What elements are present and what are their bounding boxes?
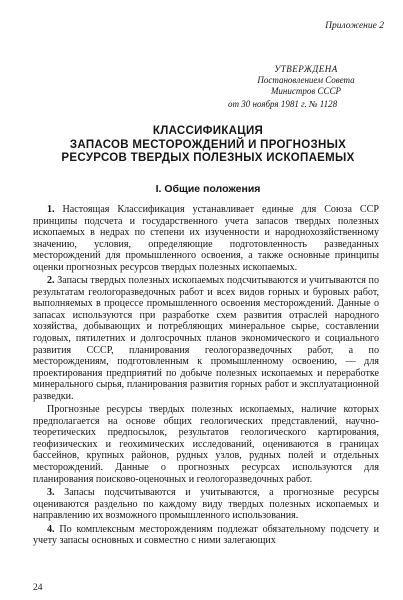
paragraph-2-continued xyxy=(33,404,379,485)
paragraph-text: Запасы подсчитываются и учитываются, а прогнозные ресурсы оцениваются раздельно по каждому виду твердых полезных ископаемых и направлению их возможного промышленного использования. xyxy=(33,487,379,522)
approved-label: УТВЕРЖДЕНА xyxy=(274,64,338,74)
approval-date: от 30 ноября 1981 г. № 1128 xyxy=(228,99,338,109)
paragraph-number: 4. xyxy=(47,523,55,535)
paragraph-number: 2. xyxy=(47,275,55,287)
page-number: 24 xyxy=(33,583,43,593)
paragraph-2 xyxy=(33,275,379,402)
paragraph-text: По комплексным месторождениям подлежат обязательному подсчету и учету запасы основных и совместно с ними залегающих xyxy=(33,523,379,547)
title-line-3: РЕСУРСОВ ТВЕРДЫХ ПОЛЕЗНЫХ ИСКОПАЕМЫХ xyxy=(61,152,355,164)
title-line-2: ЗАПАСОВ МЕСТОРОЖДЕНИЙ И ПРОГНОЗНЫХ xyxy=(69,138,347,151)
paragraph-1 xyxy=(33,204,379,273)
paragraph-text: Прогнозные ресурсы твердых полезных ископаемых, наличие которых предполагается на основе общих геологических представлений, научно-теоретических предпосылок, результатов геологического картирования, геофизических и геохимических исследований, оцениваются в границах бассейнов, крупных районов, рудных узлов, рудных полей и отдельных месторождений. Данные о прогнозных ресурсах используются для планирования поисково-оценочных и геологоразведочных работ. xyxy=(33,404,379,485)
paragraph-4 xyxy=(33,524,379,547)
paragraph-number: 1. xyxy=(47,204,55,215)
section-heading: I. Общие положения xyxy=(155,183,261,195)
appendix-label: Приложение 2 xyxy=(325,21,384,31)
approval-stamp xyxy=(228,64,381,110)
paragraph-number: 3. xyxy=(47,487,55,499)
body-text xyxy=(33,204,379,549)
paragraph-3 xyxy=(33,487,379,522)
approved-by-line1: Постановлением Совета xyxy=(257,75,355,85)
paragraph-text: Настоящая Классификация устанавливает единые для Союза ССР принципы подсчета и государственного учета запасов твердых полезных ископаемых в недрах по степени их изученности и народнохозяйственному значению, условия, определяющие подготовленность разведанных месторождений для промышленного освоения, а также основные принципы оценки прогнозных ресурсов твердых полезных ископаемых. xyxy=(33,204,379,273)
paragraph-text: Запасы твердых полезных ископаемых подсчитываются и учитываются по результатам геологоразведочных работ и всех видов горных и буровых работ, выполняемых в процессе промышленного освоения месторождений. Данные о запасах используются при разработке схем развития отраслей народного хозяйства, добывающих и потребляющих минеральное сырье, составлении годовых, пятилетних и долгосрочных планов экономического и социального развития СССР, планирования геологоразведочных работ, а по месторождениям, подготовленным к промышленному освоению, — для проектирования предприятий по добыче полезных ископаемых и переработке минерального сырья, планирования развития горных работ и эксплуатационной разведки. xyxy=(33,275,379,402)
document-title xyxy=(40,125,376,166)
approved-by-line2: Министров СССР xyxy=(270,86,342,96)
title-line-1: КЛАССИФИКАЦИЯ xyxy=(152,125,264,137)
